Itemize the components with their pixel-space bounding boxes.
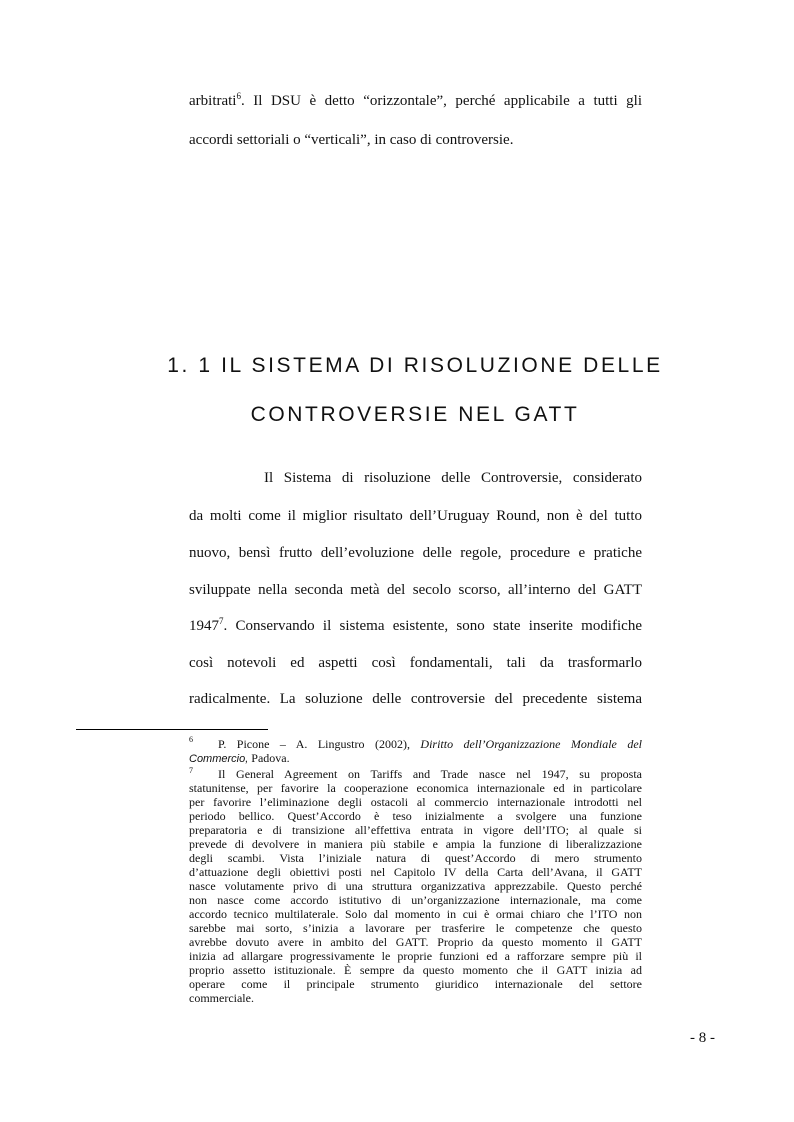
footnote-line: commerciale.: [189, 991, 254, 1005]
section-heading-line-1: 1. 1 IL SISTEMA DI RISOLUZIONE DELLE: [167, 354, 663, 377]
footnote-line: degli scambi. Vista l’iniziale natura di quest’Accordo di mero strumento: [189, 851, 642, 865]
footnote-line: non nasce come accordo istitutivo di un’organizzazione internazionale, ma come: [189, 893, 642, 907]
footnote-line: accordo tecnico multilaterale. Solo dal momento in cui è ormai chiaro che l’ITO non: [189, 907, 642, 921]
paragraph-line: sviluppate nella seconda metà del secolo scorso, all’interno del GATT: [189, 582, 642, 598]
footnote-line: inizia ad allargare progressivamente le proprie funzioni ed a rafforzare sempre più il: [189, 949, 642, 963]
footnote-line: d’attuazione degli obiettivi posti nel Capitolo IV della Carta dell’Avana, il GATT: [189, 865, 642, 879]
footnote-line: statunitense, per favorire la cooperazione economica internazionale ed in particolare: [189, 781, 642, 795]
footnote-mark: 7: [189, 766, 193, 775]
footnote-line: Il General Agreement on Tariffs and Trade nasce nel 1947, su proposta: [218, 767, 642, 781]
footnote-reference[interactable]: 6: [236, 91, 241, 101]
footnote-line: proprio assetto istituzionale. È sempre da questo momento che il GATT inizia ad: [189, 963, 642, 977]
footnote-separator: [76, 729, 268, 730]
paragraph-line: 1947$^7$. Conservando il sistema esistente, sono state inserite modifiche: [189, 616, 642, 634]
footnote-line: operare come il principale strumento giuridico internazionale del settore: [189, 977, 642, 991]
paragraph-line: nuovo, bensì frutto dell’evoluzione delle regole, procedure e pratiche: [189, 545, 642, 561]
footnote-line: avrebbe dovuto avere in ambito del GATT. Proprio da questo momento il GATT: [189, 935, 642, 949]
footnote-reference[interactable]: 7: [219, 616, 224, 626]
paragraph-line: Il Sistema di risoluzione delle Controversie, considerato: [264, 470, 642, 486]
paragraph-line: accordi settoriali o “verticali”, in caso di controversie.: [189, 132, 514, 148]
paragraph-line: così notevoli ed aspetti così fondamentali, tali da trasformarlo: [189, 655, 642, 671]
paragraph-line: da molti come il miglior risultato dell’Uruguay Round, non è del tutto: [189, 508, 642, 524]
page-number: - 8 -: [690, 1030, 715, 1046]
footnote-line: P. Picone – A. Lingustro (2002), Diritto dell’Organizzazione Mondiale del: [218, 737, 642, 751]
footnote-line: preparatoria e di transizione all’effettiva entrata in vigore dell’ITO; al quale si: [189, 823, 642, 837]
footnote-line: periodo bellico. Quest’Accordo è teso inizialmente a svolgere una funzione: [189, 809, 642, 823]
footnote-line: prevede di devolvere in maniera più stabile e ampia la funzione di liberalizzazione: [189, 837, 642, 851]
footnote-line: sarebbe mai sorto, s’inizia a lavorare per trasferire le competenze che questo: [189, 921, 642, 935]
footnote-line: Commercio, Padova.: [189, 751, 290, 765]
paragraph-line: radicalmente. La soluzione delle controversie del precedente sistema: [189, 691, 642, 707]
footnote-line: per favorire l’eliminazione degli ostacoli al commercio internazionale introdotti nel: [189, 795, 642, 809]
section-heading-line-2: CONTROVERSIE NEL GATT: [250, 403, 580, 426]
footnote-mark: 6: [189, 735, 193, 744]
paragraph-line: arbitrati$^6$. Il DSU è detto “orizzontale”, perché applicabile a tutti gli: [189, 91, 642, 109]
footnote-line: nasce volutamente privo di una struttura organizzativa apprezzabile. Questo perché: [189, 879, 642, 893]
